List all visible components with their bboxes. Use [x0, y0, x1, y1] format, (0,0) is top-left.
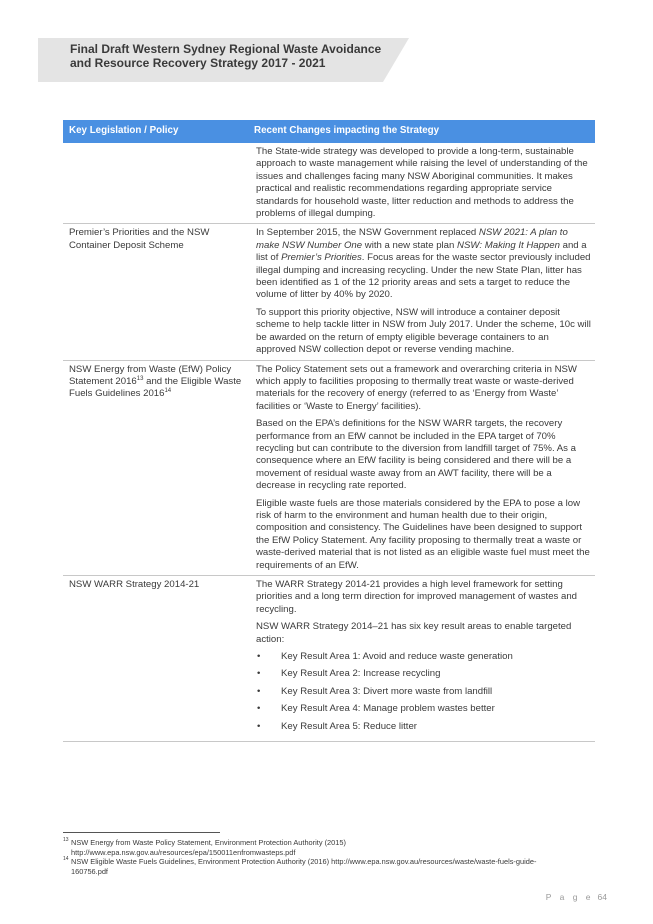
footnote-ref[interactable]: 14 — [164, 388, 172, 395]
table-row — [63, 576, 595, 742]
policy-cell — [63, 360, 248, 576]
footnote-14 — [63, 857, 603, 876]
paragraph: The WARR Strategy 2014-21 provides a high level framework for setting priorities and a long term direction for improved management of wastes and recycling. — [256, 579, 578, 615]
list-item — [256, 703, 591, 715]
footnote-separator — [63, 832, 220, 833]
plan-title-italic: NSW: Making It Happen — [457, 239, 560, 251]
text-run: . Focus areas for the waste sector previously included illegal dumping and increasing recycling. Under the new State Plan, litter has been identified as 1 of the 12 priority areas and sets a target to reduce the volume of litter by 40% by 2020. — [256, 252, 591, 301]
paragraph: NSW WARR Strategy 2014–21 has six key result areas to enable targeted action: — [256, 621, 572, 645]
bullet: • — [257, 703, 261, 715]
list-item-text: Key Result Area 3: Divert more waste from landfill — [281, 685, 493, 697]
column-header-legislation: Key Legislation / Policy — [63, 120, 248, 143]
page-number — [546, 892, 607, 902]
footnote-number: 14 — [63, 856, 69, 862]
text-run: NSW Energy from Waste (EfW) Policy Statement 2016 — [69, 363, 232, 387]
document-title-line1: Final Draft Western Sydney Regional Waste Avoidance — [70, 42, 382, 56]
paragraph: Eligible waste fuels are those materials considered by the EPA to pose a low risk of harm to the environment and human health due to their origin, composition and consistency. The Guidelines have been designed to support the EfW Policy Statement. Any facility proposing to thermally treat a waste or waste-derived material that is not listed as an eligible waste fuel must meet the requirements of an EfW. — [256, 497, 590, 571]
policy-cell — [63, 143, 248, 224]
changes-cell — [248, 360, 595, 576]
legislation-table — [63, 120, 595, 742]
bullet: • — [257, 720, 261, 732]
list-item — [256, 651, 591, 663]
table-header-row — [63, 120, 595, 143]
list-item-text: Key Result Area 4: Manage problem wastes better — [281, 703, 495, 715]
footnote-text: NSW Energy from Waste Policy Statement, Environment Protection Authority (2015) — [71, 838, 346, 847]
footnotes — [63, 838, 603, 876]
text-run: and the Eligible Waste Fuels Guidelines 2016 — [69, 375, 242, 400]
policy-cell: Premier’s Priorities and the NSW Container Deposit Scheme — [63, 224, 248, 360]
table-row — [63, 224, 595, 360]
text-run: and a list of — [256, 239, 587, 264]
list-item-text: Key Result Area 1: Avoid and reduce waste generation — [281, 651, 513, 663]
footnote-link[interactable]: http://www.epa.nsw.gov.au/resources/epa/150011enfromwasteps.pdf — [71, 847, 296, 857]
list-item — [256, 721, 591, 733]
changes-cell — [248, 576, 595, 742]
bullet: • — [257, 685, 261, 697]
footnote-text[interactable]: NSW Eligible Waste Fuels Guidelines, Environment Protection Authority (2016) http://www.epa.nsw.gov.au/resources/waste/waste-fuels-guide- — [71, 857, 537, 866]
key-result-areas-list — [256, 651, 591, 733]
paragraph: Based on the EPA’s definitions for the NSW WARR targets, the recovery performance from an EfW cannot be included in the EPA target of 70% recycling but can contribute to the diversion from landfill target of 75%. As a consequence where an EfW facility is being considered and there will be a movement of residual waste away from an AWT facility, there will be a decrease in recycling rate reported. — [256, 418, 576, 492]
footnote-link[interactable]: 160756.pdf — [71, 866, 108, 876]
footnote-13 — [63, 838, 603, 857]
list-item-text: Key Result Area 5: Reduce litter — [281, 720, 417, 732]
paragraph: The Policy Statement sets out a framework and overarching criteria in NSW which apply to facilities proposing to thermally treat waste or waste-derived materials for the recovery of energy (referred to as ‘Energy from Waste’ facilities or ‘Waste to Energy’ facilities). — [256, 363, 577, 412]
paragraph: To support this priority objective, NSW will introduce a container deposit scheme to help tackle litter in NSW from July 2017. Under the scheme, 10c will be awarded on the return of empty eligible beverage containers to an approved NSW collection depot or reverse vending machine. — [256, 306, 591, 356]
list-item — [256, 668, 591, 680]
changes-cell — [248, 143, 595, 224]
bullet: • — [257, 668, 261, 680]
table-row — [63, 143, 595, 224]
plan-title-italic: NSW 2021: A plan to make NSW Number One — [256, 227, 568, 251]
text-run: with a new state plan — [362, 239, 458, 251]
paragraph — [256, 227, 591, 301]
table-row — [63, 360, 595, 576]
page-number-value: 64 — [597, 892, 607, 902]
policy-cell: NSW WARR Strategy 2014-21 — [63, 576, 248, 742]
document-title — [70, 42, 410, 70]
footnote-ref[interactable]: 13 — [136, 375, 144, 382]
column-header-changes: Recent Changes impacting the Strategy — [248, 120, 595, 143]
document-title-line2: and Resource Recovery Strategy 2017 - 2021 — [70, 56, 326, 70]
list-item-text: Key Result Area 2: Increase recycling — [281, 668, 441, 680]
text-run: In September 2015, the NSW Government replaced — [256, 227, 479, 239]
footnote-number: 13 — [63, 837, 69, 843]
changes-cell — [248, 224, 595, 360]
bullet: • — [257, 651, 261, 663]
plan-title-italic: Premier’s Priorities — [281, 252, 362, 264]
paragraph: The State-wide strategy was developed to provide a long-term, sustainable approach to waste management while raising the level of understanding of the issues and challenges facing many NSW Aboriginal communities. It makes practical and realistic recommendations regarding appropriate service standards for household waste, litter reduction and methods to address the problems of illegal dumping. — [256, 146, 588, 220]
page-label: P a g e — [545, 892, 594, 902]
list-item — [256, 686, 591, 698]
